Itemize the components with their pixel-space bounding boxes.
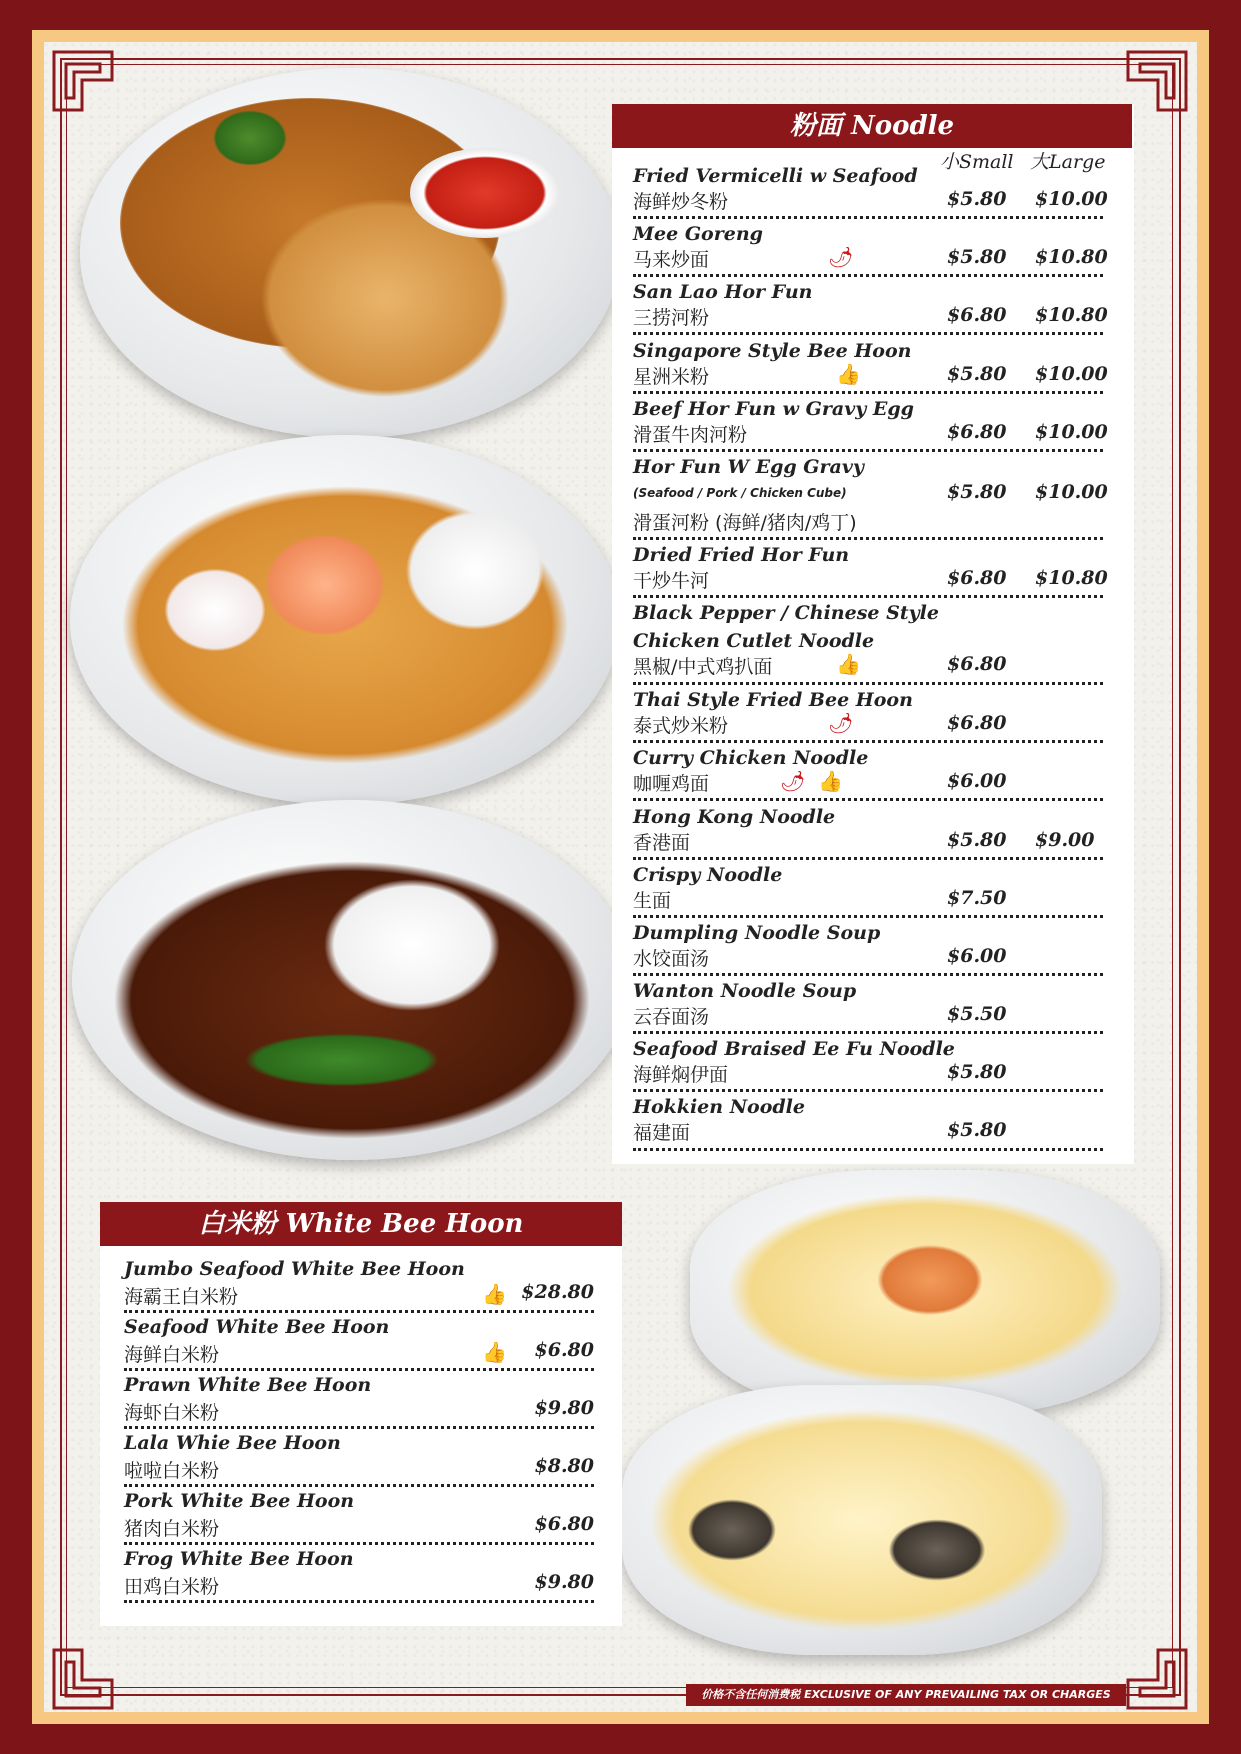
item-name-zh: 海鲜炒冬粉 <box>633 191 729 213</box>
item-divider <box>633 857 1103 860</box>
item-divider <box>633 915 1103 918</box>
item-name-zh: 海鲜焖伊面 <box>633 1064 729 1086</box>
item-divider <box>633 973 1103 976</box>
item-name-zh: 海霸王白米粉 <box>124 1286 239 1308</box>
item-divider <box>633 216 1103 219</box>
dish-photo-soy-noodle <box>72 800 632 1160</box>
item-name-en: Seafood White Bee Hoon <box>124 1316 390 1338</box>
item-name-en-line2: Chicken Cutlet Noodle <box>633 630 875 652</box>
chili-icon: 🌶 <box>828 711 854 735</box>
item-divider <box>124 1368 594 1371</box>
price-small: $6.80 <box>947 712 1007 734</box>
item-divider <box>633 1031 1103 1034</box>
item-divider <box>633 274 1103 277</box>
price-large: $10.80 <box>1035 567 1108 589</box>
price-small: $5.80 <box>947 188 1007 210</box>
item-name-zh: 星洲米粉 <box>633 366 710 388</box>
item-name-zh: 福建面 <box>633 1122 691 1144</box>
item-name-en: Wanton Noodle Soup <box>633 980 857 1002</box>
thumbs-up-icon: 👍 <box>482 1282 507 1306</box>
dish-photo-white-bee-hoon-2 <box>622 1385 1102 1655</box>
thumbs-up-icon: 👍 <box>836 362 861 386</box>
item-price: $6.80 <box>534 1339 594 1361</box>
item-divider <box>633 449 1103 452</box>
item-divider <box>633 332 1103 335</box>
item-price: $9.80 <box>534 1397 594 1419</box>
dish-photo-fried-noodle <box>80 68 620 438</box>
item-divider <box>633 595 1103 598</box>
price-large: $10.80 <box>1035 246 1108 268</box>
item-name-en: Jumbo Seafood White Bee Hoon <box>124 1258 465 1280</box>
item-name-zh: 生面 <box>633 890 672 912</box>
thumbs-up-icon: 👍 <box>482 1340 507 1364</box>
item-name-zh: 云吞面汤 <box>633 1006 710 1028</box>
price-small: $6.00 <box>947 770 1007 792</box>
item-name-en: Seafood Braised Ee Fu Noodle <box>633 1038 955 1060</box>
item-divider <box>633 682 1103 685</box>
item-name-en: Thai Style Fried Bee Hoon <box>633 689 913 711</box>
item-name-en: Mee Goreng <box>633 223 763 245</box>
tax-disclaimer: 价格不含任何消费税 EXCLUSIVE OF ANY PREVAILING TAX OR CHARGES <box>686 1684 1126 1706</box>
item-divider <box>124 1426 594 1429</box>
thumbs-up-icon: 👍 <box>836 652 861 676</box>
item-name-zh: 黑椒/中式鸡扒面 <box>633 656 773 678</box>
item-divider <box>633 391 1103 394</box>
item-name-en: Beef Hor Fun w Gravy Egg <box>633 398 914 420</box>
item-name-en: Prawn White Bee Hoon <box>124 1374 372 1396</box>
white-bee-hoon-title: 白米粉 White Bee Hoon <box>198 1209 524 1239</box>
item-divider <box>633 1148 1103 1151</box>
item-divider <box>124 1484 594 1487</box>
price-large: $10.00 <box>1035 481 1108 503</box>
item-name-zh: 滑蛋河粉 (海鲜/猪肉/鸡丁) <box>633 512 857 534</box>
noodle-section-header <box>612 104 1132 148</box>
item-name-en: Dumpling Noodle Soup <box>633 922 881 944</box>
price-large: $10.80 <box>1035 304 1108 326</box>
white-bee-hoon-header <box>100 1202 622 1246</box>
item-name-en: Crispy Noodle <box>633 864 783 886</box>
item-name-en: San Lao Hor Fun <box>633 281 813 303</box>
item-name-zh: 田鸡白米粉 <box>124 1576 220 1598</box>
item-divider <box>633 798 1103 801</box>
item-name-zh: 猪肉白米粉 <box>124 1518 220 1540</box>
item-name-en: Black Pepper / Chinese Style <box>633 602 939 624</box>
item-name-en: Hor Fun W Egg Gravy <box>633 456 864 478</box>
column-small-header: 小Small <box>940 151 1014 173</box>
item-divider <box>124 1542 594 1545</box>
price-small: $6.80 <box>947 653 1007 675</box>
price-small: $5.80 <box>947 829 1007 851</box>
item-name-en: Dried Fried Hor Fun <box>633 544 850 566</box>
item-divider <box>633 1089 1103 1092</box>
price-large: $9.00 <box>1035 829 1095 851</box>
item-price: $6.80 <box>534 1513 594 1535</box>
item-name-en: Lala Whie Bee Hoon <box>124 1432 341 1454</box>
item-name-zh: 马来炒面 <box>633 249 710 271</box>
item-divider <box>633 740 1103 743</box>
item-name-zh: 海虾白米粉 <box>124 1402 220 1424</box>
price-small: $7.50 <box>947 887 1007 909</box>
corner-ornament-icon <box>52 50 122 120</box>
corner-ornament-icon <box>52 1640 122 1710</box>
item-name-zh: 香港面 <box>633 832 691 854</box>
price-small: $5.80 <box>947 481 1007 503</box>
price-small: $5.80 <box>947 363 1007 385</box>
item-name-zh: 干炒牛河 <box>633 570 710 592</box>
item-name-zh: 水饺面汤 <box>633 948 710 970</box>
price-small: $5.80 <box>947 1119 1007 1141</box>
item-price: $28.80 <box>521 1281 594 1303</box>
dish-photo-seafood-bee-hoon <box>70 435 620 805</box>
item-name-en: Frog White Bee Hoon <box>124 1548 354 1570</box>
item-note: (Seafood / Pork / Chicken Cube) <box>633 486 847 500</box>
thumbs-up-icon: 👍 <box>818 769 843 793</box>
item-name-en: Curry Chicken Noodle <box>633 747 869 769</box>
corner-ornament-icon <box>1118 1640 1188 1710</box>
item-name-zh: 海鲜白米粉 <box>124 1344 220 1366</box>
item-name-zh: 啦啦白米粉 <box>124 1460 220 1482</box>
price-small: $5.50 <box>947 1003 1007 1025</box>
price-small: $6.80 <box>947 567 1007 589</box>
item-name-en: Pork White Bee Hoon <box>124 1490 355 1512</box>
price-small: $5.80 <box>947 1061 1007 1083</box>
price-large: $10.00 <box>1035 188 1108 210</box>
item-price: $9.80 <box>534 1571 594 1593</box>
item-name-zh: 咖喱鸡面 <box>633 773 710 795</box>
item-price: $8.80 <box>534 1455 594 1477</box>
price-large: $10.00 <box>1035 363 1108 385</box>
item-name-en: Hong Kong Noodle <box>633 806 836 828</box>
price-small: $6.00 <box>947 945 1007 967</box>
column-large-header: 大Large <box>1030 151 1106 173</box>
item-name-en: Fried Vermicelli w Seafood <box>633 165 918 187</box>
price-large: $10.00 <box>1035 421 1108 443</box>
price-small: $6.80 <box>947 304 1007 326</box>
item-divider <box>124 1310 594 1313</box>
chili-icon: 🌶 <box>828 245 854 269</box>
item-divider <box>124 1600 594 1603</box>
dish-photo-white-bee-hoon-1 <box>690 1170 1160 1415</box>
item-divider <box>633 537 1103 540</box>
noodle-section-title: 粉面 Noodle <box>789 111 955 141</box>
item-name-en: Hokkien Noodle <box>633 1096 805 1118</box>
item-name-zh: 滑蛋牛肉河粉 <box>633 424 748 446</box>
item-name-zh: 三捞河粉 <box>633 307 710 329</box>
item-name-en: Singapore Style Bee Hoon <box>633 340 912 362</box>
item-name-zh: 泰式炒米粉 <box>633 715 729 737</box>
chili-icon: 🌶 <box>780 769 806 793</box>
price-small: $6.80 <box>947 421 1007 443</box>
price-small: $5.80 <box>947 246 1007 268</box>
